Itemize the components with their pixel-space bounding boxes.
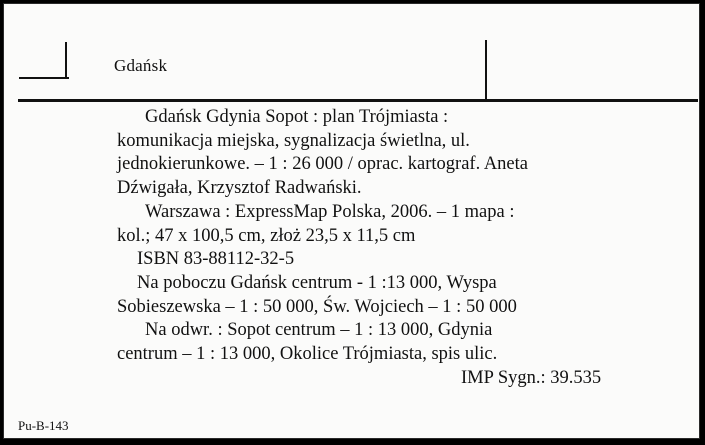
call-number: IMP Sygn.: 39.535 bbox=[461, 367, 602, 388]
publication-line-1: Warszawa : ExpressMap Polska, 2006. – 1 mapa : bbox=[145, 201, 515, 222]
note-line-1: Na poboczu Gdańsk centrum - 1 :13 000, Wyspa bbox=[137, 272, 497, 293]
title-line-2: komunikacja miejska, sygnalizacja świetlna, ul. bbox=[117, 130, 470, 151]
note-line-3: Na odwr. : Sopot centrum – 1 : 13 000, Gdynia bbox=[145, 320, 493, 341]
shelfmark-label: Pu-B-143 bbox=[18, 418, 69, 433]
heading-vertical-rule bbox=[485, 40, 487, 102]
corner-bracket-horizontal bbox=[19, 77, 69, 79]
card-body bbox=[117, 106, 697, 390]
title-line-3: jednokierunkowe. – 1 : 26 000 / oprac. kartograf. Aneta bbox=[117, 154, 528, 175]
note-line-2: Sobieszewska – 1 : 50 000, Św. Wojciech – 1 : 50 000 bbox=[117, 296, 517, 317]
isbn-line: ISBN 83-88112-32-5 bbox=[137, 249, 295, 270]
corner-bracket-mark bbox=[19, 42, 67, 79]
heading-horizontal-rule bbox=[18, 99, 698, 102]
card-heading: Gdańsk bbox=[114, 56, 168, 75]
title-line-4: Dźwigała, Krzysztof Radwański. bbox=[117, 178, 362, 199]
catalog-card bbox=[3, 3, 700, 439]
note-line-4: centrum – 1 : 13 000, Okolice Trójmiasta, spis ulic. bbox=[117, 344, 498, 365]
publication-line-2: kol.; 47 x 100,5 cm, złoż 23,5 x 11,5 cm bbox=[117, 225, 416, 246]
title-line-1: Gdańsk Gdynia Sopot : plan Trójmiasta : bbox=[145, 107, 449, 127]
corner-bracket-vertical bbox=[65, 42, 67, 79]
